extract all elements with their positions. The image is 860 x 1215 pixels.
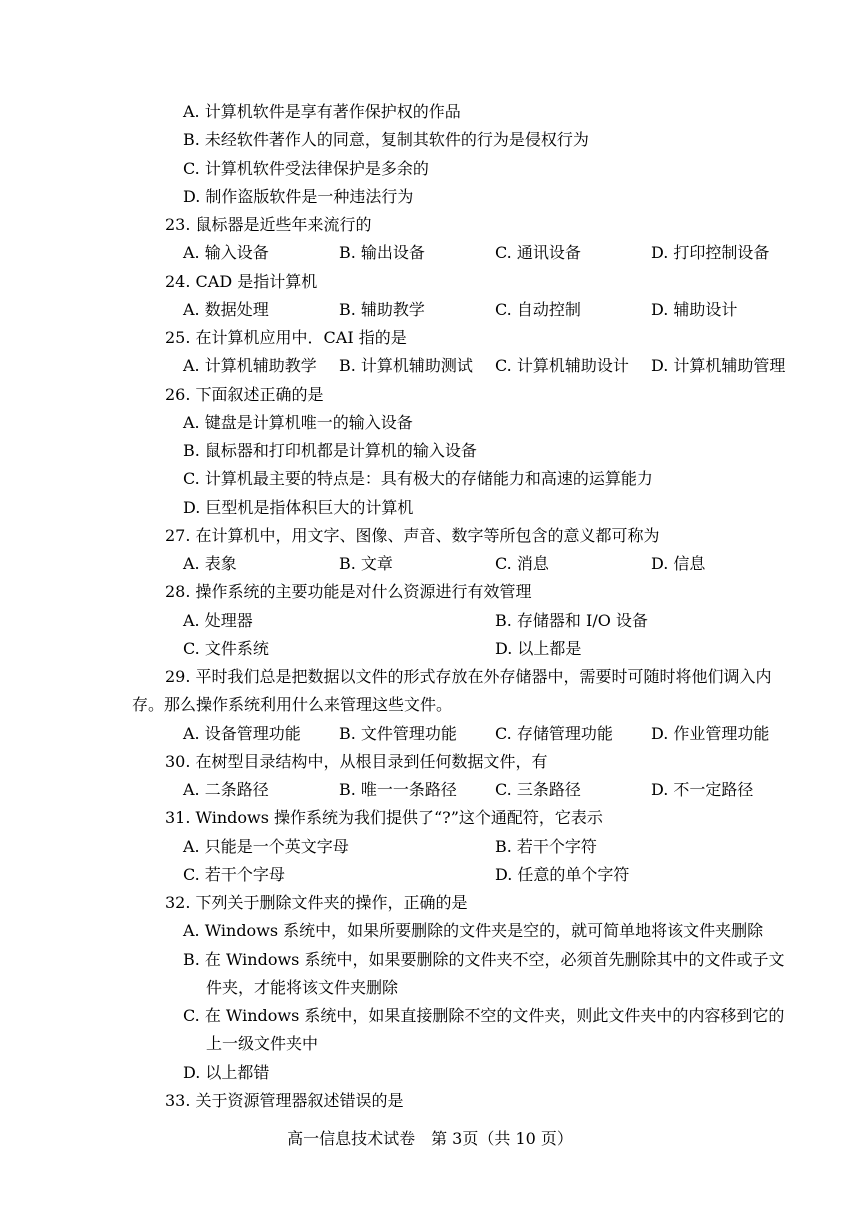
q31-stem: 31. Windows 操作系统为我们提供了“?”这个通配符，它表示 — [165, 808, 603, 827]
q24-option-c: C. 自动控制 — [495, 300, 581, 319]
q24-option-b: B. 辅助教学 — [339, 300, 425, 319]
q31-option-d: D. 任意的单个字符 — [495, 865, 630, 884]
q25-stem: 25. 在计算机应用中．CAI 指的是 — [165, 328, 407, 347]
q32-option-b-line2: 件夹，才能将该文件夹删除 — [206, 978, 399, 997]
q29-stem-line2: 存。那么操作系统利用什么来管理这些文件。 — [132, 695, 453, 714]
q29-option-d: D. 作业管理功能 — [651, 724, 770, 743]
q27-option-d: D. 信息 — [651, 554, 706, 573]
q25-option-c: C. 计算机辅助设计 — [495, 356, 629, 375]
q29-stem-line1: 29. 平时我们总是把数据以文件的形式存放在外存储器中，需要时可随时将他们调入内 — [165, 667, 772, 686]
q32-option-b-line1: B. 在 Windows 系统中，如果要删除的文件夹不空，必须首先删除其中的文件或子文 — [183, 950, 785, 969]
q22-option-d: D. 制作盗版软件是一种违法行为 — [183, 187, 414, 206]
q29-option-a: A. 设备管理功能 — [183, 724, 301, 743]
q22-option-c: C. 计算机软件受法律保护是多余的 — [183, 159, 429, 178]
q27-option-c: C. 消息 — [495, 554, 549, 573]
q31-option-c: C. 若干个字母 — [183, 865, 285, 884]
q26-stem: 26. 下面叙述正确的是 — [165, 385, 324, 404]
page-footer: 高一信息技术试卷 第 3页（共 10 页） — [287, 1129, 573, 1148]
q30-option-a: A. 二条路径 — [183, 780, 269, 799]
q32-option-a: A. Windows 系统中，如果所要删除的文件夹是空的，就可简单地将该文件夹删除 — [183, 921, 764, 940]
q31-option-a: A. 只能是一个英文字母 — [183, 837, 349, 856]
q23-stem: 23. 鼠标器是近些年来流行的 — [165, 215, 372, 234]
q25-option-d: D. 计算机辅助管理 — [651, 356, 786, 375]
q23-option-d: D. 打印控制设备 — [651, 243, 770, 262]
q28-stem: 28. 操作系统的主要功能是对什么资源进行有效管理 — [165, 582, 532, 601]
q30-stem: 30. 在树型目录结构中，从根目录到任何数据文件，有 — [165, 752, 548, 771]
q26-option-c: C. 计算机最主要的特点是：具有极大的存储能力和高速的运算能力 — [183, 469, 653, 488]
q26-option-d: D. 巨型机是指体积巨大的计算机 — [183, 498, 414, 517]
q27-option-b: B. 文章 — [339, 554, 393, 573]
q30-option-d: D. 不一定路径 — [651, 780, 754, 799]
q32-option-c-line1: C. 在 Windows 系统中，如果直接删除不空的文件夹，则此文件夹中的内容移到它的 — [183, 1006, 785, 1025]
q27-stem: 27. 在计算机中，用文字、图像、声音、数字等所包含的意义都可称为 — [165, 526, 660, 545]
q29-option-c: C. 存储管理功能 — [495, 724, 613, 743]
q24-stem: 24. CAD 是指计算机 — [165, 272, 318, 291]
q27-option-a: A. 表象 — [183, 554, 237, 573]
q23-option-b: B. 输出设备 — [339, 243, 425, 262]
q25-option-a: A. 计算机辅助教学 — [183, 356, 317, 375]
q29-option-b: B. 文件管理功能 — [339, 724, 457, 743]
q26-option-a: A. 键盘是计算机唯一的输入设备 — [183, 413, 413, 432]
q32-option-d: D. 以上都错 — [183, 1063, 270, 1082]
q32-option-c-line2: 上一级文件夹中 — [206, 1034, 319, 1053]
q31-option-b: B. 若干个字符 — [495, 837, 597, 856]
q23-option-c: C. 通讯设备 — [495, 243, 581, 262]
q28-option-b: B. 存储器和 I/O 设备 — [495, 611, 648, 630]
q24-option-d: D. 辅助设计 — [651, 300, 738, 319]
q22-option-a: A. 计算机软件是享有著作保护权的作品 — [183, 102, 461, 121]
q26-option-b: B. 鼠标器和打印机都是计算机的输入设备 — [183, 441, 477, 460]
q23-option-a: A. 输入设备 — [183, 243, 269, 262]
q28-option-a: A. 处理器 — [183, 611, 253, 630]
q28-option-c: C. 文件系统 — [183, 639, 269, 658]
q22-option-b: B. 未经软件著作人的同意，复制其软件的行为是侵权行为 — [183, 130, 589, 149]
q24-option-a: A. 数据处理 — [183, 300, 269, 319]
q30-option-b: B. 唯一一条路径 — [339, 780, 457, 799]
q25-option-b: B. 计算机辅助测试 — [339, 356, 473, 375]
q28-option-d: D. 以上都是 — [495, 639, 582, 658]
q30-option-c: C. 三条路径 — [495, 780, 581, 799]
q33-stem: 33. 关于资源管理器叙述错误的是 — [165, 1091, 404, 1110]
q32-stem: 32. 下列关于删除文件夹的操作，正确的是 — [165, 893, 468, 912]
